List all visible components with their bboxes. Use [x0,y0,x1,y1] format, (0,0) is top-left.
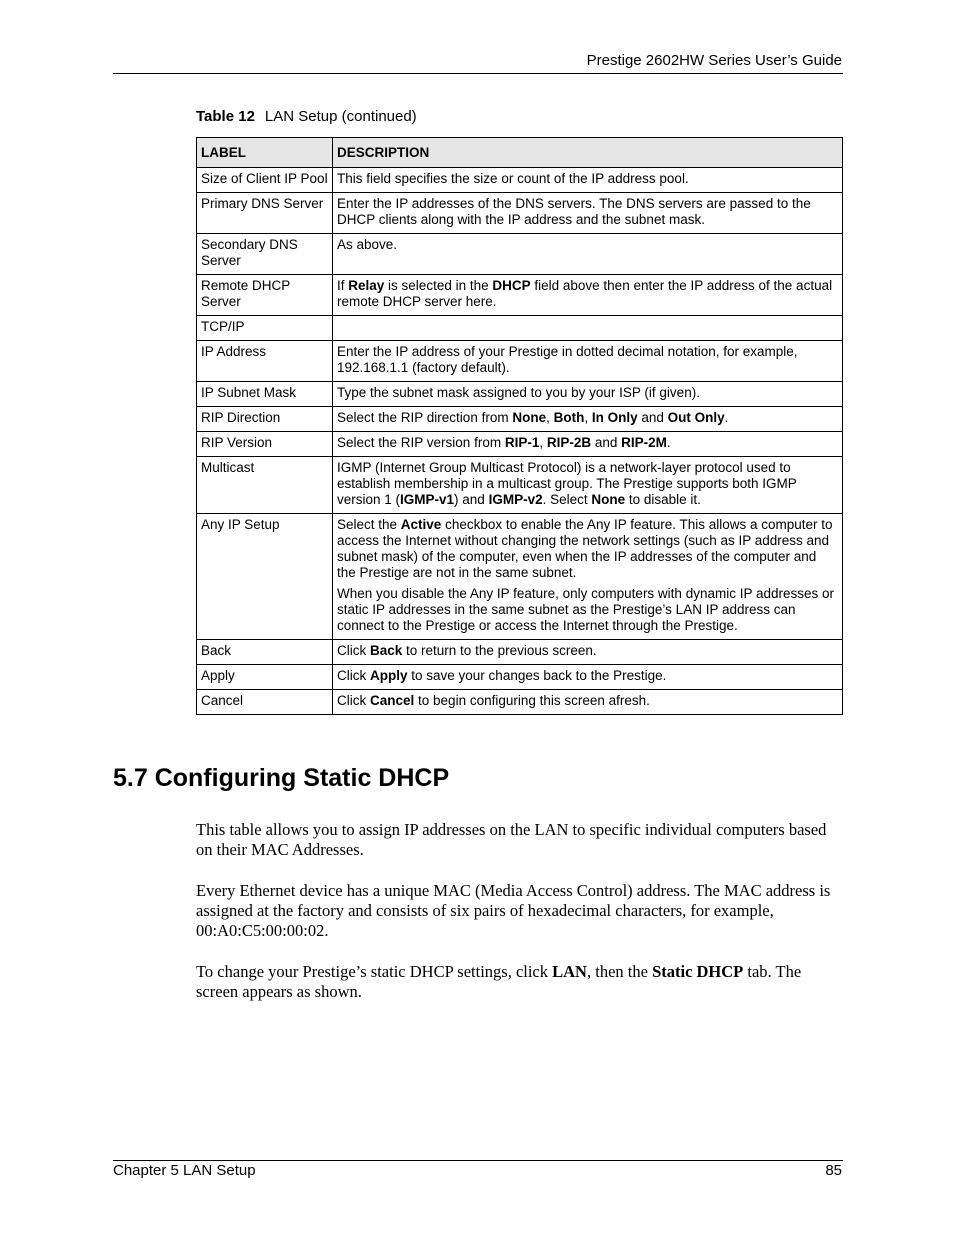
body-paragraph: This table allows you to assign IP addresses on the LAN to specific individual computers based on their MAC Addresses. [196,820,827,859]
table-cell-description: Select the Active checkbox to enable the Any IP feature. This allows a computer to access the Internet without changing the network settings (such as IP address and subnet mask) of the computer, even when the IP addresses of the computer and the Prestige are not in the same subnet. When you disable the Any IP feature, only computers with dynamic IP addresses or static IP addresses in the same subnet as the Prestige’s LAN IP address can connect to the Prestige or access the Internet through the Prestige. [333,514,843,640]
table-row [197,234,843,275]
table-caption-number: Table 12 [196,108,255,125]
table-cell-label: Multicast [197,457,333,514]
header-rule [113,73,843,74]
table-row [197,193,843,234]
table-row [197,665,843,690]
column-header-description: DESCRIPTION [333,138,843,168]
table-row [197,514,843,640]
table-cell-description: Enter the IP address of your Prestige in dotted decimal notation, for example, 192.168.1.1 (factory default). [333,341,843,382]
running-header: Prestige 2602HW Series User’s Guide [586,52,842,69]
table-row [197,275,843,316]
body-paragraph: To change your Prestige’s static DHCP settings, click LAN, then the Static DHCP tab. The screen appears as shown. [196,962,802,1001]
table-cell-label: Remote DHCP Server [197,275,333,316]
footer-chapter: Chapter 5 LAN Setup [113,1162,256,1179]
page-number: 85 [825,1162,842,1179]
table-cell-label: Apply [197,665,333,690]
table-header-row [197,138,843,168]
table-cell-label: RIP Version [197,432,333,457]
table-cell-description: IGMP (Internet Group Multicast Protocol) is a network-layer protocol used to establish membership in a multicast group. The Prestige supports both IGMP version 1 (IGMP-v1) and IGMP-v2. Select None to disable it. [333,457,843,514]
table-cell-label: RIP Direction [197,407,333,432]
table-body [197,168,843,715]
table-row [197,382,843,407]
table-row [197,168,843,193]
table-cell-label: Size of Client IP Pool [197,168,333,193]
table-cell-label: Primary DNS Server [197,193,333,234]
table-caption-title: LAN Setup (continued) [264,108,417,125]
table-row [197,316,843,341]
table-cell-label: IP Subnet Mask [197,382,333,407]
table-row [197,457,843,514]
table-row [197,640,843,665]
table-cell-description: Click Apply to save your changes back to the Prestige. [333,665,843,690]
section-heading: 5.7 Configuring Static DHCP [113,764,450,792]
table-cell-label: Back [197,640,333,665]
table-cell-description: Click Cancel to begin configuring this screen afresh. [333,690,843,715]
table-row [197,341,843,382]
table-cell-description: Select the RIP direction from None, Both, In Only and Out Only. [333,407,843,432]
table-caption [196,108,417,125]
table-cell-label: IP Address [197,341,333,382]
table-cell-description: Select the RIP version from RIP-1, RIP-2B and RIP-2M. [333,432,843,457]
column-header-label: LABEL [197,138,333,168]
table-cell-description: If Relay is selected in the DHCP field above then enter the IP address of the actual remote DHCP server here. [333,275,843,316]
table-cell-description: Click Back to return to the previous screen. [333,640,843,665]
table-cell-description: As above. [333,234,843,275]
table-cell-description: Enter the IP addresses of the DNS servers. The DNS servers are passed to the DHCP clients along with the IP address and the subnet mask. [333,193,843,234]
table-cell-description: Type the subnet mask assigned to you by your ISP (if given). [333,382,843,407]
table-row [197,690,843,715]
table-row [197,407,843,432]
table-cell-label: Secondary DNS Server [197,234,333,275]
table-cell-label: TCP/IP [197,316,333,341]
lan-setup-table [196,137,843,715]
table-cell-description [333,316,843,341]
table-cell-description: This field specifies the size or count of the IP address pool. [333,168,843,193]
footer-rule [113,1160,843,1161]
body-paragraph: Every Ethernet device has a unique MAC (Media Access Control) address. The MAC address is assigned at the factory and consists of six pairs of hexadecimal characters, for example, 00:A0:C5:00:00:02. [196,881,831,940]
table-cell-label: Cancel [197,690,333,715]
table-row [197,432,843,457]
table-cell-label: Any IP Setup [197,514,333,640]
